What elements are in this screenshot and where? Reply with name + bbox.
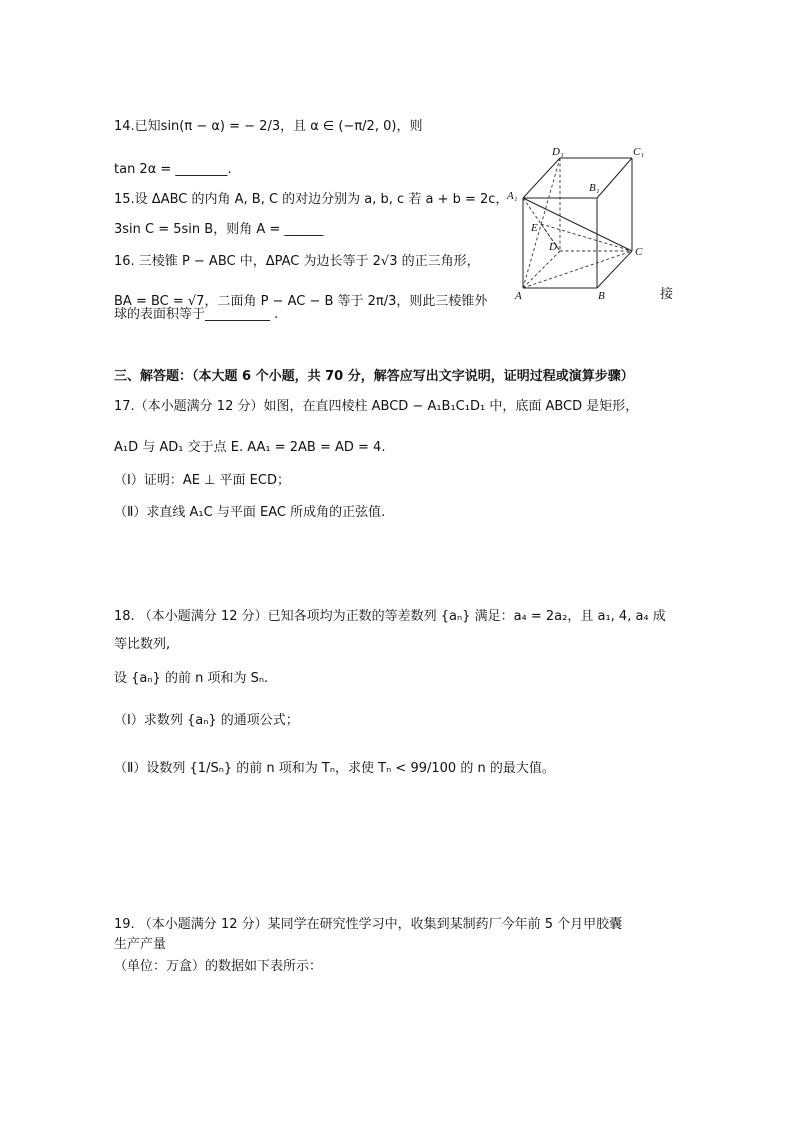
q18-line2: 等比数列,	[114, 637, 171, 652]
q18-part2: （Ⅱ）设数列 {1/Sₙ} 的前 n 项和为 Tₙ，求使 Tₙ < 99/100 的 n 的最大值。	[114, 761, 555, 776]
label-c1: C₁	[633, 146, 645, 158]
q18-part1: （Ⅰ）求数列 {aₙ} 的通项公式；	[114, 713, 299, 728]
label-a1: A₁	[507, 190, 518, 202]
q14-line2: tan 2α = ________.	[114, 162, 232, 177]
q16-line2: BA = BC = √7，二面角 P − AC − B 等于 2π/3，则此三棱锥外	[114, 294, 488, 309]
q15-line2: 3sin C = 5sin B，则角 A = ______	[114, 222, 324, 237]
q17-part2: （Ⅱ）求直线 A₁C 与平面 EAC 所成角的正弦值.	[114, 505, 386, 520]
q16-line3: 球的表面积等于__________ .	[114, 307, 279, 322]
label-d: D	[549, 241, 557, 253]
label-d1: D₁	[552, 146, 564, 158]
q19-line3: （单位：万盒）的数据如下表所示：	[114, 959, 323, 974]
section3-title: 三、解答题：（本大题 6 个小题，共 70 分，解答应写出文字说明，证明过程或演算步骤）	[114, 369, 634, 384]
q17-line1: 17.（本小题满分 12 分）如图，在直四棱柱 ABCD − A₁B₁C₁D₁ 中，底面 ABCD 是矩形，	[114, 399, 639, 414]
q14-line1: 14.已知sin(π − α) = − 2/3，且 α ∈ (−π/2, 0)，则	[114, 119, 423, 134]
edge-a-c	[523, 251, 632, 288]
edge-b1-c1	[597, 158, 632, 198]
q17-line2: A₁D 与 AD₁ 交于点 E. AA₁ = 2AB = AD = 4.	[114, 440, 386, 455]
q15-line1: 15.设 ΔABC 的内角 A, B, C 的对边分别为 a, b, c 若 a + b = 2c，	[114, 192, 509, 207]
edge-a1-d1	[523, 158, 560, 198]
q18-line1: 18. （本小题满分 12 分）已知各项均为正数的等差数列 {aₙ} 满足：a₄ = 2a₂，且 a₁, 4, a₄ 成	[114, 609, 666, 624]
edge-a1-c	[523, 198, 632, 251]
label-b1: B₁	[589, 182, 600, 194]
q18-line3: 设 {aₙ} 的前 n 项和为 Sₙ.	[114, 671, 269, 686]
edge-b-c	[597, 251, 632, 288]
q19-line1: 19. （本小题满分 12 分）某同学在研究性学习中，收集到某制药厂今年前 5 个月甲胶囊	[114, 917, 623, 932]
q19-line2: 生产产量	[114, 937, 167, 952]
q16-tail: 接	[660, 287, 674, 302]
label-e: E	[531, 222, 538, 234]
prism-figure	[505, 143, 665, 305]
label-c: C	[635, 246, 643, 258]
q16-line1: 16. 三棱锥 P − ABC 中，ΔPAC 为边长等于 2√3 的正三角形，	[114, 254, 480, 269]
label-a: A	[515, 290, 522, 302]
label-b: B	[598, 290, 605, 302]
q17-part1: （Ⅰ）证明：AE ⊥ 平面 ECD；	[114, 473, 290, 488]
